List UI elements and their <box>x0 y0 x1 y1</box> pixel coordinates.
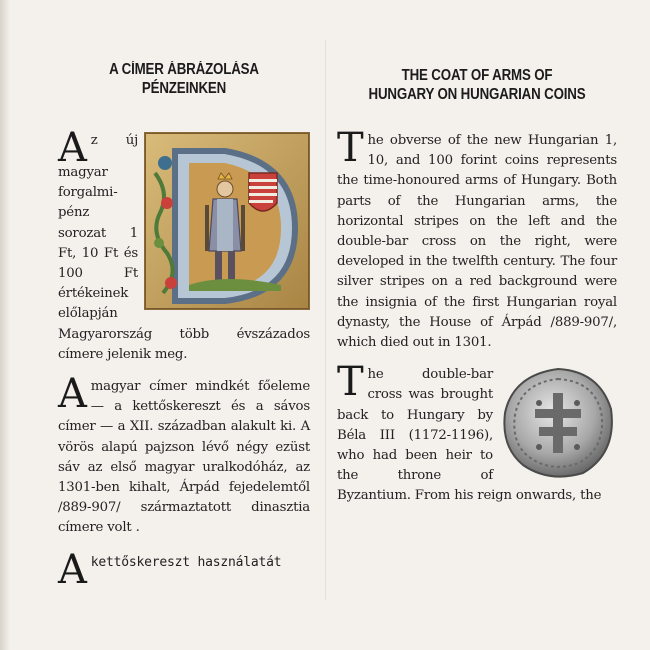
drop-cap: A <box>58 546 87 593</box>
hungarian-paragraph-1-text: z új magyar forgalmi-pénz sorozat 1 Ft, 10 Ft és 100 Ft értékeinek előlapján Magyarország több évszázados címere jelenik meg. <box>58 133 310 362</box>
drop-cap: A <box>58 125 87 171</box>
hungarian-body <box>58 125 310 593</box>
column-divider <box>325 40 326 600</box>
drop-cap: T <box>337 359 364 406</box>
drop-cap: T <box>337 125 364 171</box>
english-heading-line2: HUNGARY ON HUNGARIAN COINS <box>368 86 586 103</box>
english-paragraph-2 <box>337 359 617 506</box>
hungarian-paragraph-2-text: magyar címer mindkét főeleme — a kettőskereszt és a sávos címer — a XII. században alakult ki. A vörös alapú pajzson lévő négy ezüst sáv az első magyar uralkodóház, az 1301-ben kihalt, Árpád fejedelemtől /889-907/ származtatott dinasztia címere volt . <box>58 379 310 536</box>
hungarian-heading-line1: A CÍMER ÁBRÁZOLÁSA <box>109 61 259 78</box>
page-fold-shadow <box>0 0 10 650</box>
english-paragraph-2-text: he double-bar cross was brought back to Hungary by Béla III (1172-1196), who had been heir to the throne of Byzantium. From his reign onwards, the <box>337 367 602 504</box>
drop-cap: A <box>58 371 87 418</box>
english-heading <box>346 66 607 104</box>
hungarian-paragraph-1 <box>58 125 310 365</box>
hungarian-paragraph-3-text: kettőskereszt használatát <box>90 554 282 570</box>
medieval-coin-image <box>499 365 617 481</box>
hungarian-heading-line2: PÉNZEINKEN <box>141 80 227 97</box>
hungarian-paragraph-3 <box>58 546 310 593</box>
hungarian-paragraph-2 <box>58 373 310 539</box>
english-body <box>337 125 617 517</box>
english-paragraph-1 <box>337 125 617 353</box>
english-paragraph-1-text: he obverse of the new Hungarian 1, 10, and 100 forint coins represents the time-honoured arms of Hungary. Both parts of the Hungarian arms, the horizontal stripes on the left and the double-bar cross on the right, were developed in the twelfth century. The four silver stripes on a red background were the insignia of the first Hungarian royal dynasty, the House of Árpád /889-907/, which died out in 1301. <box>337 133 617 351</box>
hungarian-heading <box>67 60 301 98</box>
english-heading-line1: THE COAT OF ARMS OF <box>401 67 553 84</box>
illuminated-initial-image <box>144 132 310 310</box>
